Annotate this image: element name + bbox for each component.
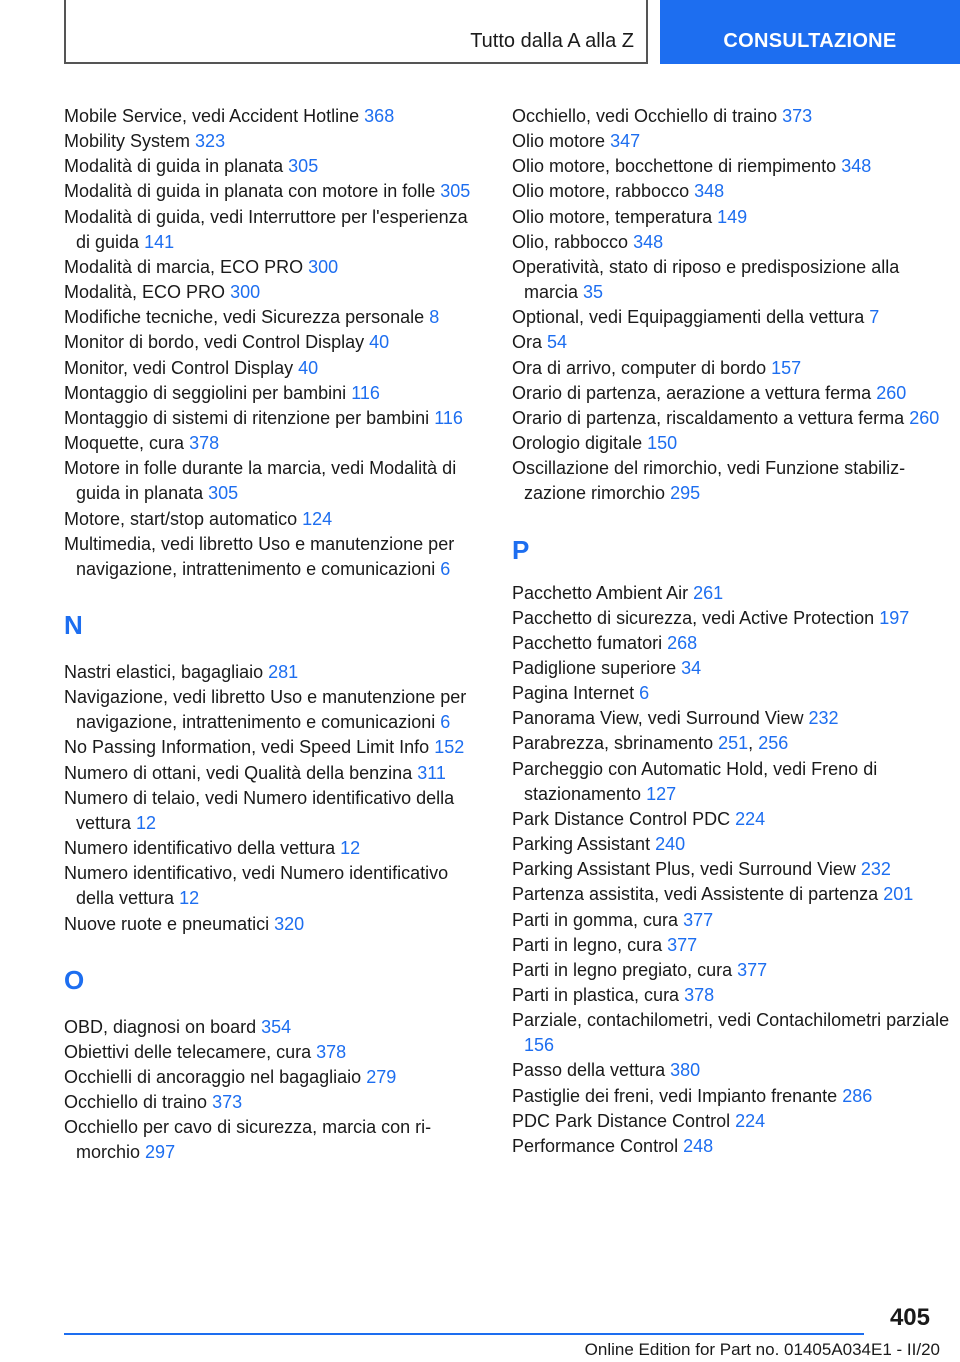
index-entry-text: Olio motore, temperatura: [512, 206, 713, 227]
index-entry-text: Ora di arrivo, computer di bordo: [512, 357, 767, 378]
page-reference-link[interactable]: 232: [860, 859, 891, 880]
index-entry-text: Pacchetto fumatori: [512, 632, 663, 653]
index-entry: [512, 1058, 952, 1083]
index-entry-text: Motore, start/stop automatico: [64, 508, 298, 529]
header-section-title: Tutto dalla A alla Z: [470, 30, 634, 52]
page-reference-link[interactable]: 320: [274, 913, 305, 934]
index-entry: [64, 280, 484, 305]
index-entry: [64, 330, 484, 355]
index-entry: [512, 305, 952, 330]
index-entry: [64, 179, 484, 204]
index-entry-text: Optional, vedi Equipaggiamenti della vettura: [512, 307, 865, 328]
index-entry-text: Parziale, contachilometri, vedi Contachilometri parziale: [512, 1010, 950, 1031]
index-entry-text: Padiglione superiore: [512, 657, 677, 678]
index-entry-text: Montaggio di sistemi di ritenzione per bambini: [64, 407, 430, 428]
index-entry: [512, 431, 952, 456]
index-entry-text: Monitor, vedi Control Display: [64, 357, 294, 378]
index-entry-text: Nastri elastici, bagagliaio: [64, 661, 264, 682]
index-entry: [512, 129, 952, 154]
index-entry: [512, 1084, 952, 1109]
page-reference-link[interactable]: 251: [718, 733, 749, 754]
page-reference-link[interactable]: 268: [667, 632, 698, 653]
index-entry-text: Parking Assistant Plus, vedi Surround View: [512, 859, 856, 880]
header-section-box: [64, 0, 648, 64]
index-entry: [512, 581, 952, 606]
index-entry: [64, 861, 484, 911]
header-chapter-title: CONSULTAZIONE: [723, 30, 897, 52]
index-entry-text: Navigazione, vedi libretto Uso e manutenzione per navigazione, intrattenimento e comunicazioni: [64, 687, 467, 733]
page-reference-link[interactable]: 378: [684, 985, 715, 1005]
page-reference-link[interactable]: 281: [268, 661, 299, 682]
page-reference-link[interactable]: 34: [681, 657, 702, 678]
page-reference-link[interactable]: 378: [189, 433, 220, 454]
index-entry: [512, 1134, 952, 1159]
index-entry-text: OBD, diagnosi on board: [64, 1016, 257, 1037]
index-entry: [512, 255, 952, 305]
index-entry-text: Moquette, cura: [64, 433, 185, 454]
page-reference-link[interactable]: 6: [440, 558, 451, 579]
index-entry: [512, 381, 952, 406]
page-reference-link[interactable]: 305: [288, 156, 319, 177]
page-reference-link[interactable]: 300: [308, 256, 339, 277]
index-entry-text: Occhielli di ancoraggio nel bagagliaio: [64, 1067, 362, 1087]
index-entry: [512, 205, 952, 230]
index-entry: [512, 631, 952, 656]
index-entry: [64, 1040, 484, 1065]
index-entry-text: Occhiello, vedi Occhiello di traino: [512, 106, 778, 126]
index-entry-text: Operatività, stato di riposo e predisposizione alla marcia: [512, 256, 900, 303]
page-reference-link[interactable]: 348: [633, 231, 664, 252]
index-entry: [512, 179, 952, 204]
index-entry-text: Occhiello per cavo di sicurezza, marcia con rimorchio: [64, 1117, 432, 1163]
section-letter: O: [64, 964, 85, 995]
index-entry: [512, 656, 952, 681]
index-entry: Parabrezza, sbrinamento 251, 256: [512, 733, 789, 754]
index-entry-text: Olio motore: [512, 131, 606, 152]
index-entry: [64, 431, 484, 456]
page-reference-link[interactable]: 141: [144, 231, 175, 252]
index-entry-text: Passo della vettura: [512, 1060, 666, 1081]
index-entry: [64, 406, 484, 431]
index-entry-text: Orario di partenza, aerazione a vettura ferma: [512, 382, 872, 403]
page-reference-link[interactable]: 240: [655, 834, 686, 855]
index-entry: [64, 154, 484, 179]
index-entry-text: Parcheggio con Automatic Hold, vedi Freno di stazionamento: [512, 758, 878, 804]
index-entry-text: Partenza assistita, vedi Assistente di partenza: [512, 884, 879, 905]
index-entry: [512, 154, 952, 179]
index-entry-text: Montaggio di seggiolini per bambini: [64, 382, 347, 403]
page-reference-link[interactable]: 297: [145, 1142, 176, 1163]
index-entry: [512, 104, 952, 129]
index-entry-text: Parti in legno pregiato, cura: [512, 959, 733, 980]
index-entry: [64, 356, 484, 381]
page-reference-link[interactable]: 323: [195, 131, 226, 152]
index-entry: [64, 761, 484, 786]
page-reference-link[interactable]: 305: [440, 181, 471, 202]
page-reference-link[interactable]: 197: [879, 607, 910, 628]
index-column-right: [512, 104, 952, 1159]
index-entry-text: Panorama View, vedi Surround View: [512, 708, 804, 729]
index-entry: [64, 255, 484, 280]
index-entry: [64, 1090, 484, 1115]
index-entry: [64, 1065, 484, 1090]
index-entry-text: Numero di telaio, vedi Numero identificativo della vettura: [64, 787, 455, 833]
index-entry-text: Modalità di marcia, ECO PRO: [64, 256, 304, 277]
index-entry-text: Olio motore, bocchettone di riempimento: [512, 156, 837, 177]
index-entry-text: Modalità, ECO PRO: [64, 282, 226, 303]
page-reference-link[interactable]: 261: [693, 582, 724, 603]
index-entry-text: Parti in legno, cura: [512, 934, 663, 955]
index-entry: [64, 912, 484, 937]
index-entry-text: Parti in plastica, cura: [512, 985, 680, 1005]
index-entry: [64, 381, 484, 406]
page-reference-link[interactable]: 201: [883, 884, 914, 905]
index-entry-text: Olio, rabbocco: [512, 231, 629, 252]
index-entry: [64, 1015, 484, 1040]
page-reference-link[interactable]: 300: [230, 282, 261, 303]
page-reference-link[interactable]: 116: [434, 407, 463, 428]
index-entry: [512, 882, 952, 907]
index-entry-text: Olio motore, rabbocco: [512, 181, 690, 202]
page-reference-link[interactable]: 6: [639, 683, 650, 704]
page-reference-link[interactable]: 348: [694, 181, 725, 202]
index-entry-text: Monitor di bordo, vedi Control Display: [64, 332, 365, 353]
index-entry-text: Orario di partenza, riscaldamento a vettura ferma: [512, 407, 905, 428]
index-entry: [512, 356, 952, 381]
page-reference-link[interactable]: 248: [683, 1135, 714, 1156]
page-reference-link[interactable]: 35: [583, 282, 604, 303]
index-entry-text: Occhiello di traino: [64, 1092, 208, 1113]
index-entry-text: Orologio digitale: [512, 433, 643, 454]
index-entry-text: Modalità di guida, vedi Interruttore per l'esperienza di guida: [64, 206, 468, 252]
section-letter: P: [512, 534, 530, 565]
page-reference-link[interactable]: 368: [364, 106, 395, 126]
index-entry: [512, 832, 952, 857]
index-entry: [512, 857, 952, 882]
page-reference-link[interactable]: 305: [208, 483, 239, 504]
page-reference-link[interactable]: 224: [735, 808, 766, 829]
index-entry: [64, 104, 484, 129]
index-entry-text: Pastiglie dei freni, vedi Impianto frenante: [512, 1085, 838, 1106]
index-entry-text: Numero identificativo, vedi Numero identificativo della vettura: [64, 863, 449, 909]
index-entry: [64, 532, 484, 582]
index-entry: [512, 681, 952, 706]
index-entry-text: Modifiche tecniche, vedi Sicurezza personale: [64, 307, 425, 328]
index-entry-text: Pagina Internet: [512, 683, 635, 704]
index-entry: [512, 807, 952, 832]
page-reference-link[interactable]: 224: [735, 1110, 766, 1131]
page-reference-link[interactable]: 7: [869, 307, 880, 328]
page-reference-link[interactable]: 347: [610, 131, 641, 152]
index-entry-text: Pacchetto di sicurezza, vedi Active Protection: [512, 607, 875, 628]
index-entry: [512, 908, 952, 933]
index-entry-text: Parking Assistant: [512, 834, 651, 855]
index-entry-text: Numero di ottani, vedi Qualità della benzina: [64, 762, 413, 783]
index-entry-text: Parabrezza, sbrinamento: [512, 733, 714, 754]
page-reference-link[interactable]: 373: [782, 106, 813, 126]
index-entry: [512, 330, 952, 355]
index-entry: [64, 685, 484, 735]
index-entry-text: Ora: [512, 332, 543, 353]
page-reference-link[interactable]: 116: [351, 382, 380, 403]
index-entry-text: Mobility System: [64, 131, 191, 152]
page-reference-link[interactable]: 8: [429, 307, 440, 328]
page-reference-link[interactable]: 149: [717, 206, 748, 227]
index-entry-text: Motore in folle durante la marcia, vedi Modalità di guida in planata: [64, 458, 457, 504]
index-entry: [64, 129, 484, 154]
page-reference-link[interactable]: 378: [316, 1041, 347, 1062]
page-reference-link[interactable]: 373: [212, 1092, 243, 1113]
page-reference-link[interactable]: 279: [366, 1067, 397, 1087]
page-reference-link[interactable]: 124: [302, 508, 333, 529]
index-entry-text: Obiettivi delle telecamere, cura: [64, 1041, 312, 1062]
page-reference-link[interactable]: 127: [646, 783, 677, 804]
page-reference-link[interactable]: 6: [440, 712, 451, 733]
index-entry-text: Modalità di guida in planata con motore in folle: [64, 181, 436, 202]
page-reference-link[interactable]: 348: [841, 156, 872, 177]
index-entry: [512, 706, 952, 731]
index-entry-text: Pacchetto Ambient Air: [512, 582, 689, 603]
page-reference-link[interactable]: 260: [909, 407, 940, 428]
page-reference-link[interactable]: 380: [670, 1060, 701, 1081]
page-reference-link[interactable]: 232: [808, 708, 839, 729]
page-reference-link[interactable]: 256: [758, 733, 789, 754]
index-entry-text: PDC Park Distance Control: [512, 1110, 731, 1131]
page-reference-link[interactable]: 156: [524, 1035, 555, 1056]
page-reference-link[interactable]: 354: [261, 1016, 292, 1037]
index-entry: [512, 406, 952, 431]
index-entry-text: Performance Control: [512, 1135, 679, 1156]
page-reference-link[interactable]: 377: [683, 909, 714, 930]
header-chapter-tab: [660, 0, 960, 64]
index-entry-text: Multimedia, vedi libretto Uso e manutenzione per navigazione, intrattenimento e comunicazioni: [64, 533, 455, 579]
index-entry: [512, 606, 952, 631]
index-entry-text: Park Distance Control PDC: [512, 808, 731, 829]
page-reference-link[interactable]: 377: [737, 959, 768, 980]
index-entry: [512, 757, 952, 807]
index-entry: [64, 205, 484, 255]
footer-edition: Online Edition for Part no. 01405A034E1 - II/20: [584, 1340, 940, 1359]
index-entry: [64, 1115, 484, 1165]
index-entry: [512, 958, 952, 983]
index-entry-text: Modalità di guida in planata: [64, 156, 284, 177]
index-entry: [64, 786, 484, 836]
index-entry: [512, 1008, 952, 1058]
page-reference-link[interactable]: 260: [876, 382, 907, 403]
page-reference-link[interactable]: 377: [667, 934, 698, 955]
index-column-left: [64, 104, 484, 1166]
page-reference-link[interactable]: 40: [369, 332, 390, 353]
index-entry-text: Nuove ruote e pneumatici: [64, 913, 270, 934]
page-reference-link[interactable]: 40: [298, 357, 319, 378]
footer-rule: [64, 1333, 864, 1335]
index-entry: [512, 230, 952, 255]
page-reference-link[interactable]: 12: [136, 812, 157, 833]
page-reference-link[interactable]: 157: [771, 357, 802, 378]
index-entry-text: Numero identificativo della vettura: [64, 838, 336, 859]
page-reference-link[interactable]: 295: [670, 483, 701, 504]
index-entry: [512, 983, 952, 1008]
index-entry-text: Parti in gomma, cura: [512, 909, 679, 930]
index-entry: [512, 933, 952, 958]
page-reference-link[interactable]: 286: [842, 1085, 873, 1106]
page-reference-link[interactable]: 311: [417, 762, 446, 783]
page-number: 405: [889, 1304, 930, 1331]
index-entry-text: Oscillazione del rimorchio, vedi Funzione stabilizzazione rimorchio: [512, 458, 906, 504]
index-entry: [64, 735, 484, 760]
index-entry: [64, 305, 484, 330]
page-reference-link[interactable]: 12: [179, 888, 200, 909]
index-entry: [64, 836, 484, 861]
index-entry: [512, 1109, 952, 1134]
section-letter: N: [64, 609, 83, 640]
index-entry: [64, 660, 484, 685]
index-entry: [64, 456, 484, 506]
page-reference-link[interactable]: 152: [434, 737, 465, 758]
page-reference-link[interactable]: 150: [647, 433, 678, 454]
index-entry: [64, 507, 484, 532]
index-entry-text: Mobile Service, vedi Accident Hotline: [64, 106, 360, 126]
page-reference-link[interactable]: 12: [340, 838, 361, 859]
index-entry: [512, 456, 952, 506]
page-reference-link[interactable]: 54: [547, 332, 568, 353]
index-entry-text: No Passing Information, vedi Speed Limit Info: [64, 737, 430, 758]
